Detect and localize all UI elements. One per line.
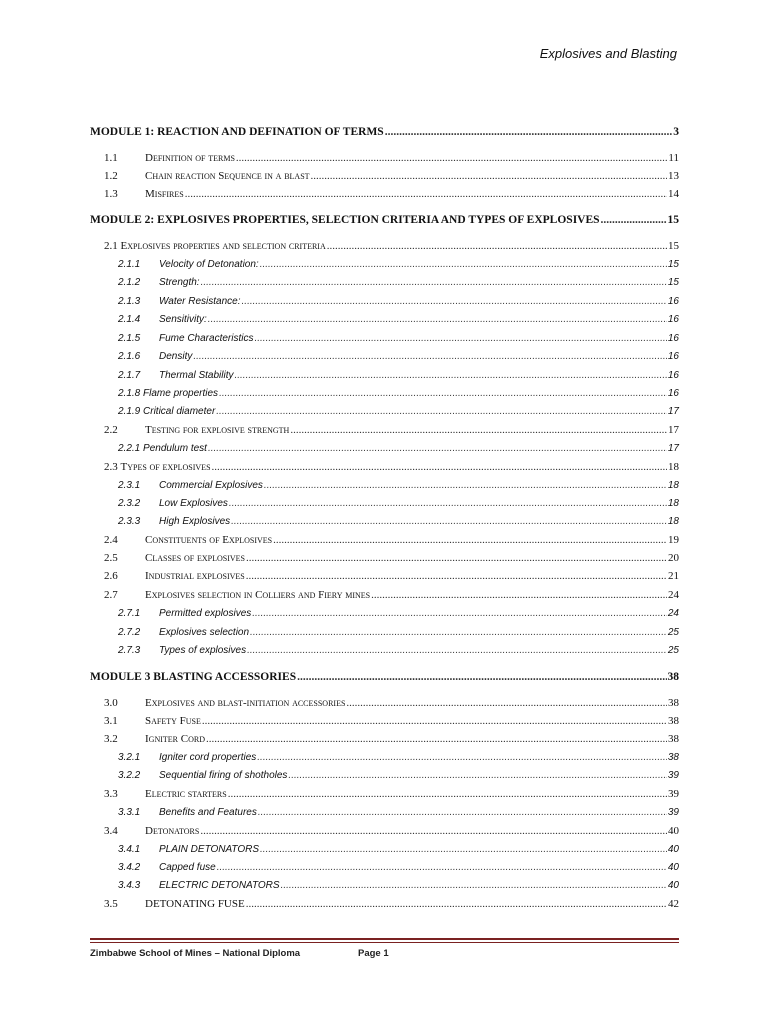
- toc-entry-label: Industrial explosives: [145, 570, 245, 582]
- toc-entry[interactable]: [90, 214, 679, 226]
- toc-entry-page: 18: [667, 498, 679, 509]
- toc-entry-label: Strength:: [159, 277, 200, 288]
- toc-entry-number: 3.4.3: [118, 880, 141, 891]
- toc-entry[interactable]: [90, 608, 679, 619]
- toc-entry-page: 16: [667, 296, 679, 307]
- toc-entry[interactable]: [90, 152, 679, 164]
- toc-entry[interactable]: [90, 552, 679, 564]
- toc-entry-label: Classes of explosives: [145, 552, 245, 564]
- toc-entry-number: 3.2.2: [118, 770, 141, 781]
- toc-entry-page: 24: [668, 589, 679, 601]
- toc-leader-dots: [219, 388, 667, 399]
- toc-entry-number: 3.4: [104, 825, 118, 837]
- toc-entry-page: 39: [667, 770, 679, 781]
- toc-entry[interactable]: [90, 697, 679, 709]
- toc-entry-number: 2.3.1: [118, 480, 141, 491]
- toc-entry-label: Density: [159, 351, 193, 362]
- toc-entry-number: 2.6: [104, 570, 118, 582]
- toc-leader-dots: [201, 277, 667, 288]
- toc-entry[interactable]: [90, 880, 679, 891]
- toc-entry-number: 2.1.9: [118, 406, 141, 417]
- toc-entry-label: Benefits and Features: [159, 807, 257, 818]
- toc-entry[interactable]: [90, 333, 679, 344]
- toc-entry-number: 3.2: [104, 733, 118, 745]
- toc-leader-dots: [231, 516, 667, 527]
- toc-entry-page: 14: [668, 188, 679, 200]
- toc-leader-dots: [258, 807, 667, 818]
- toc-entry-page: 16: [667, 314, 679, 325]
- toc-leader-dots: [229, 498, 667, 509]
- toc-entry-label: Testing for explosive strength: [145, 424, 290, 436]
- toc-entry-page: 38: [668, 697, 679, 709]
- toc-entry-page: 15: [667, 214, 679, 226]
- toc-leader-dots: [273, 534, 667, 546]
- toc-leader-dots: [193, 351, 667, 362]
- toc-leader-dots: [311, 170, 667, 182]
- toc-entry-number: 1.3: [104, 188, 118, 200]
- toc-entry-number: 3.3.1: [118, 807, 141, 818]
- toc-entry-page: 19: [668, 534, 679, 546]
- toc-entry-label: Sensitivity:: [159, 314, 207, 325]
- toc-entry[interactable]: [90, 733, 679, 745]
- toc-entry-number: 2.4: [104, 534, 118, 546]
- toc-entry[interactable]: [90, 645, 679, 656]
- toc-leader-dots: [371, 589, 667, 601]
- toc-entry-page: 39: [667, 807, 679, 818]
- toc-leader-dots: [216, 406, 667, 417]
- toc-entry[interactable]: [90, 627, 679, 638]
- toc-entry-number: 2.1.4: [118, 314, 141, 325]
- toc-entry-page: 21: [668, 570, 679, 582]
- toc-entry-page: 18: [667, 516, 679, 527]
- toc-entry[interactable]: [90, 844, 679, 855]
- footer-school-name: Zimbabwe School of Mines – National Diploma: [90, 948, 301, 959]
- toc-entry-page: 38: [667, 752, 679, 763]
- toc-entry-page: 17: [668, 424, 679, 436]
- toc-entry-label: DETONATING FUSE: [145, 898, 245, 910]
- toc-entry[interactable]: [90, 715, 679, 727]
- header-title: Explosives and Blasting: [539, 46, 677, 61]
- toc-entry-number: 3.1: [104, 715, 118, 727]
- toc-entry-label: Capped fuse: [159, 862, 216, 873]
- toc-entry-number: 2.7.2: [118, 627, 141, 638]
- toc-entry-label: MODULE 1: REACTION AND DEFINATION OF TERMS: [90, 126, 384, 138]
- toc-entry[interactable]: [90, 752, 679, 763]
- toc-leader-dots: [254, 333, 666, 344]
- toc-entry[interactable]: [90, 480, 679, 491]
- toc-entry-number: 2.2.1: [118, 443, 141, 454]
- toc-leader-dots: [260, 844, 667, 855]
- toc-entry-number: 2.3.3: [118, 516, 141, 527]
- toc-entry-page: 38: [667, 671, 679, 683]
- toc-entry-page: 40: [667, 880, 679, 891]
- toc-entry[interactable]: [90, 443, 679, 454]
- toc-entry[interactable]: [90, 770, 679, 781]
- toc-leader-dots: [288, 770, 666, 781]
- toc-entry[interactable]: [90, 570, 679, 582]
- toc-entry-page: 18: [668, 461, 679, 473]
- toc-entry-page: 16: [667, 388, 679, 399]
- toc-entry-number: 2.7.1: [118, 608, 141, 619]
- toc-entry-number: 3.5: [104, 898, 118, 910]
- toc-entry-number: 3.4.1: [118, 844, 141, 855]
- toc-entry[interactable]: [90, 351, 679, 362]
- toc-entry-label: Explosives selection in Colliers and Fiery mines: [145, 589, 371, 601]
- toc-entry-label: Flame properties: [143, 388, 219, 399]
- toc-entry-label: Sequential firing of shotholes: [159, 770, 288, 781]
- toc-entry-number: 2.1.1: [118, 259, 141, 270]
- toc-entry[interactable]: [90, 807, 679, 818]
- toc-entry-label: Permitted explosives: [159, 608, 252, 619]
- toc-entry-label: Chain reaction Sequence in a blast: [145, 170, 310, 182]
- toc-entry[interactable]: [90, 498, 679, 509]
- toc-entry-number: 2.1: [104, 240, 118, 252]
- toc-leader-dots: [234, 370, 666, 381]
- footer-rule-thin: [90, 942, 679, 943]
- toc-entry[interactable]: [90, 424, 679, 436]
- toc-leader-dots: [246, 570, 667, 582]
- toc-leader-dots: [242, 296, 667, 307]
- toc-leader-dots: [228, 788, 667, 800]
- toc-leader-dots: [236, 152, 668, 164]
- toc-entry-label: Constituents of Explosives: [145, 534, 273, 546]
- toc-leader-dots: [252, 608, 667, 619]
- toc-entry-number: 2.3: [104, 461, 118, 473]
- toc-entry-number: 2.2: [104, 424, 118, 436]
- toc-entry-page: 18: [667, 480, 679, 491]
- toc-entry-page: 3: [673, 126, 679, 138]
- toc-entry-number: 2.5: [104, 552, 118, 564]
- toc-entry-label: Explosives selection: [159, 627, 250, 638]
- toc-entry[interactable]: [90, 188, 679, 200]
- toc-entry-label: Explosives properties and selection criteria: [120, 240, 326, 252]
- toc-entry-number: 2.1.7: [118, 370, 141, 381]
- toc-entry-label: Explosives and blast-initiation accessories: [145, 697, 346, 709]
- toc-entry-page: 38: [668, 715, 679, 727]
- toc-entry-number: 1.2: [104, 170, 118, 182]
- toc-entry-number: 2.7.3: [118, 645, 141, 656]
- toc-leader-dots: [212, 461, 667, 473]
- toc-entry-label: Velocity of Detonation:: [159, 259, 259, 270]
- toc-leader-dots: [200, 825, 667, 837]
- toc-entry[interactable]: [90, 170, 679, 182]
- toc-entry-number: 3.0: [104, 697, 118, 709]
- toc-entry-page: 16: [667, 370, 679, 381]
- toc-entry-label: Thermal Stability: [159, 370, 234, 381]
- toc-entry-label: Water Resistance:: [159, 296, 241, 307]
- toc-entry-page: 24: [667, 608, 679, 619]
- toc-entry-label: ELECTRIC DETONATORS: [159, 880, 280, 891]
- toc-entry-number: 3.2.1: [118, 752, 141, 763]
- toc-entry-page: 17: [667, 443, 679, 454]
- toc-entry[interactable]: [90, 534, 679, 546]
- toc-entry-label: Low Explosives: [159, 498, 228, 509]
- toc-entry-label: Types of explosives: [120, 461, 211, 473]
- toc-entry-page: 16: [667, 351, 679, 362]
- toc-entry-page: 11: [668, 152, 679, 164]
- toc-leader-dots: [250, 627, 667, 638]
- toc-entry-page: 38: [668, 733, 679, 745]
- toc-entry[interactable]: [90, 461, 679, 473]
- toc-entry-number: 2.1.3: [118, 296, 141, 307]
- toc-entry-number: 1.1: [104, 152, 118, 164]
- toc-leader-dots: [281, 880, 667, 891]
- toc-entry[interactable]: [90, 314, 679, 325]
- toc-entry-label: Igniter cord properties: [159, 752, 257, 763]
- toc-leader-dots: [264, 480, 667, 491]
- toc-leader-dots: [290, 424, 667, 436]
- toc-entry-label: Types of explosives: [159, 645, 247, 656]
- toc-leader-dots: [185, 188, 667, 200]
- toc-leader-dots: [257, 752, 667, 763]
- toc-entry-page: 42: [668, 898, 679, 910]
- toc-entry[interactable]: [90, 388, 679, 399]
- toc-entry-page: 13: [668, 170, 679, 182]
- toc-entry-label: Critical diameter: [143, 406, 216, 417]
- toc-entry-label: Definition of terms: [145, 152, 235, 164]
- toc-entry-label: Igniter Cord: [145, 733, 205, 745]
- toc-leader-dots: [327, 240, 667, 252]
- toc-leader-dots: [247, 645, 667, 656]
- toc-entry[interactable]: [90, 589, 679, 601]
- toc-entry-page: 20: [668, 552, 679, 564]
- toc-entry[interactable]: [90, 406, 679, 417]
- toc-entry[interactable]: [90, 296, 679, 307]
- toc-entry-number: 2.1.8: [118, 388, 141, 399]
- toc-leader-dots: [297, 671, 666, 683]
- toc-entry-page: 15: [667, 277, 679, 288]
- toc-entry-label: Pendulum test: [143, 443, 207, 454]
- toc-entry-label: MODULE 3 BLASTING ACCESSORIES: [90, 671, 297, 683]
- toc-entry-number: 2.1.6: [118, 351, 141, 362]
- toc-entry-number: 3.3: [104, 788, 118, 800]
- toc-entry[interactable]: [90, 825, 679, 837]
- toc-entry-page: 40: [667, 844, 679, 855]
- toc-entry-label: Fume Characteristics: [159, 333, 254, 344]
- toc-entry[interactable]: [90, 126, 679, 138]
- toc-entry[interactable]: [90, 898, 679, 910]
- toc-entry-number: 2.1.2: [118, 277, 141, 288]
- toc-entry[interactable]: [90, 240, 679, 252]
- toc-entry-page: 40: [668, 825, 679, 837]
- toc-entry-label: High Explosives: [159, 516, 231, 527]
- toc-leader-dots: [346, 697, 667, 709]
- toc-leader-dots: [260, 259, 667, 270]
- toc-entry-label: MODULE 2: EXPLOSIVES PROPERTIES, SELECTION CRITERIA AND TYPES OF EXPLOSIVES: [90, 214, 600, 226]
- toc-leader-dots: [208, 314, 667, 325]
- toc-entry-page: 17: [667, 406, 679, 417]
- toc-entry-label: Detonators: [145, 825, 200, 837]
- toc-leader-dots: [601, 214, 667, 226]
- toc-leader-dots: [246, 552, 667, 564]
- toc-entry-page: 25: [667, 627, 679, 638]
- toc-entry[interactable]: [90, 516, 679, 527]
- toc-leader-dots: [202, 715, 667, 727]
- toc-entry-number: 3.4.2: [118, 862, 141, 873]
- toc-entry-label: Electric starters: [145, 788, 227, 800]
- toc-leader-dots: [217, 862, 667, 873]
- toc-entry-page: 40: [667, 862, 679, 873]
- toc-entry[interactable]: [90, 788, 679, 800]
- toc-entry-number: 2.1.5: [118, 333, 141, 344]
- toc-entry[interactable]: [90, 277, 679, 288]
- toc-entry-label: Safety Fuse: [145, 715, 201, 727]
- toc-entry[interactable]: [90, 259, 679, 270]
- toc-entry-number: 2.3.2: [118, 498, 141, 509]
- toc-entry-page: 15: [667, 259, 679, 270]
- toc-leader-dots: [246, 898, 667, 910]
- toc-leader-dots: [208, 443, 667, 454]
- toc-entry-page: 15: [668, 240, 679, 252]
- toc-leader-dots: [206, 733, 667, 745]
- toc-entry-page: 25: [667, 645, 679, 656]
- footer-rule: [90, 938, 679, 940]
- toc-entry-number: 2.7: [104, 589, 118, 601]
- toc-entry[interactable]: [90, 671, 679, 683]
- toc-entry[interactable]: [90, 862, 679, 873]
- toc-entry-page: 39: [668, 788, 679, 800]
- toc-leader-dots: [385, 126, 673, 138]
- toc-entry-page: 16: [667, 333, 679, 344]
- toc-entry-label: Commercial Explosives: [159, 480, 263, 491]
- toc-entry-label: PLAIN DETONATORS: [159, 844, 260, 855]
- toc-entry[interactable]: [90, 370, 679, 381]
- toc-entry-label: Misfires: [145, 188, 184, 200]
- footer-page-number: Page 1: [358, 948, 389, 959]
